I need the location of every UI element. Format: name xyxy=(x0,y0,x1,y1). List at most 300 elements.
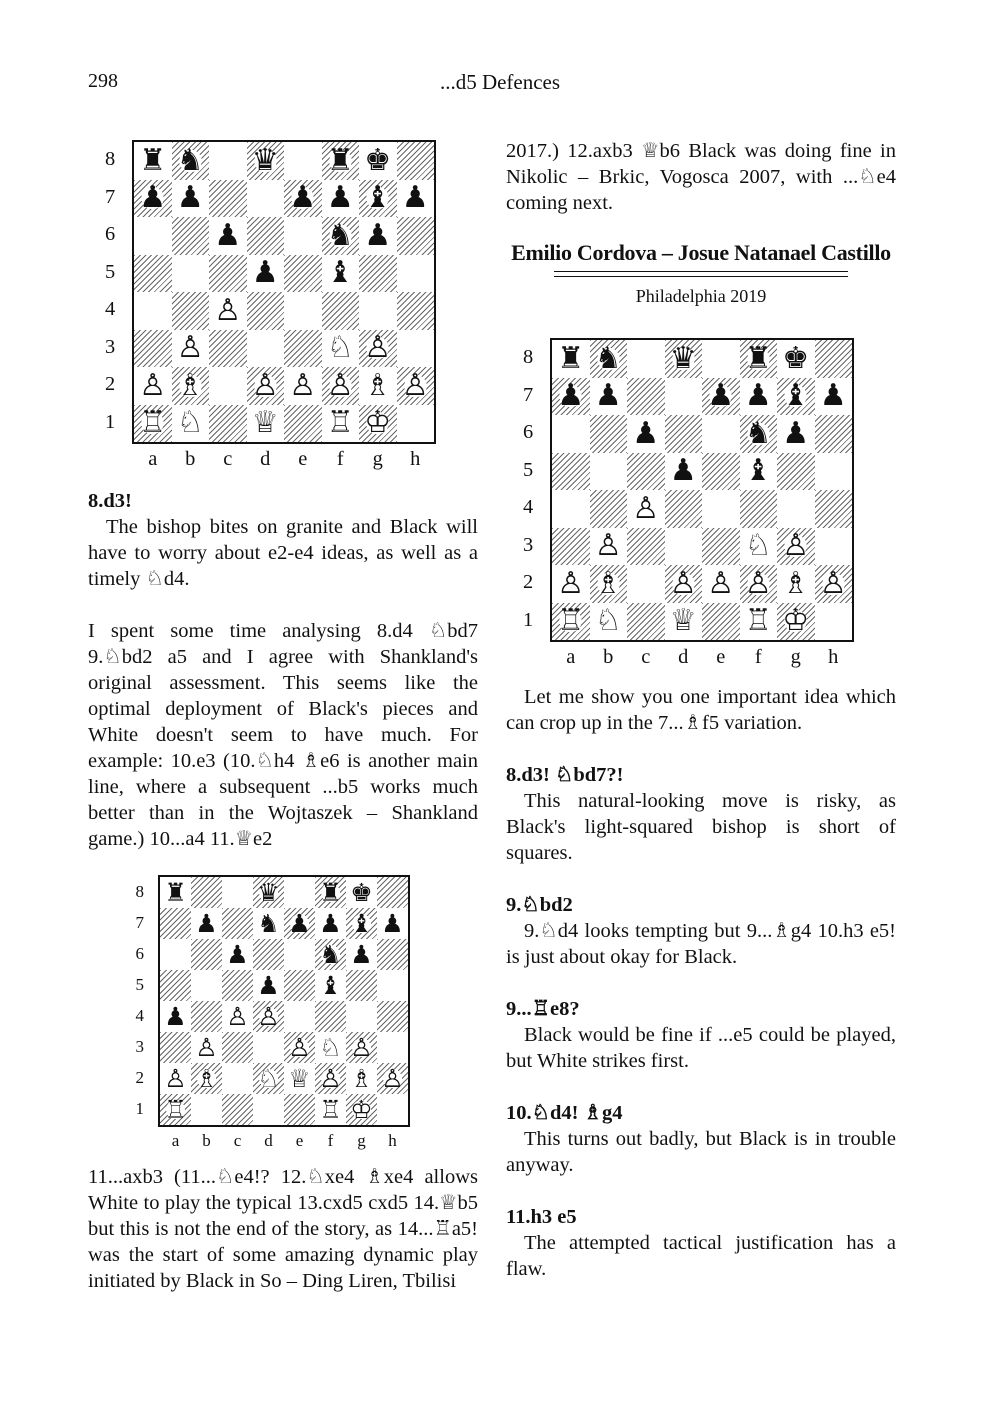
file-label: a xyxy=(171,1131,180,1150)
square-d8 xyxy=(253,877,284,908)
black-rook-icon: ♜ xyxy=(744,340,772,376)
square-b6 xyxy=(590,415,628,453)
square-g8 xyxy=(346,877,377,908)
white-pawn-icon: ♙ xyxy=(669,565,697,601)
square-h5 xyxy=(815,453,853,491)
square-e2 xyxy=(284,1063,315,1094)
square-f8 xyxy=(322,142,360,180)
square-a1 xyxy=(552,603,590,641)
rank-label: 3 xyxy=(135,1037,144,1056)
square-c4 xyxy=(222,1001,253,1032)
square-a1 xyxy=(160,1094,191,1125)
square-e6 xyxy=(284,217,322,255)
white-queen-icon: ♕ xyxy=(288,1064,311,1093)
white-bishop-icon: ♗ xyxy=(782,565,810,601)
black-pawn-icon: ♟ xyxy=(364,217,392,253)
square-c3 xyxy=(209,330,247,368)
black-queen-icon: ♛ xyxy=(669,340,697,376)
square-a4 xyxy=(160,1001,191,1032)
square-g2 xyxy=(359,367,397,405)
square-c6 xyxy=(627,415,665,453)
black-pawn-icon: ♟ xyxy=(257,971,280,1000)
square-g3 xyxy=(346,1032,377,1063)
white-pawn-icon: ♙ xyxy=(139,367,167,403)
black-pawn-icon: ♟ xyxy=(289,180,317,216)
black-knight-icon: ♞ xyxy=(594,340,622,376)
square-d3 xyxy=(253,1032,284,1063)
white-pawn-icon: ♙ xyxy=(195,1033,218,1062)
square-h1 xyxy=(397,405,435,443)
white-knight-icon: ♘ xyxy=(176,405,204,441)
square-g1 xyxy=(359,405,397,443)
white-pawn-icon: ♙ xyxy=(319,1064,342,1093)
square-f1 xyxy=(740,603,778,641)
square-e1 xyxy=(284,405,322,443)
white-pawn-icon: ♙ xyxy=(226,1002,249,1031)
white-rook-icon: ♖ xyxy=(319,1095,342,1124)
square-d6 xyxy=(253,939,284,970)
white-rook-icon: ♖ xyxy=(557,603,585,639)
black-pawn-icon: ♟ xyxy=(557,378,585,414)
rank-label: 7 xyxy=(135,913,144,932)
square-g5 xyxy=(777,453,815,491)
white-pawn-icon: ♙ xyxy=(744,565,772,601)
white-queen-icon: ♕ xyxy=(669,603,697,639)
white-bishop-icon: ♗ xyxy=(350,1064,373,1093)
move-heading: 10.♘d4! ♗g4 xyxy=(506,1102,623,1124)
square-e8 xyxy=(702,340,740,378)
square-a6 xyxy=(160,939,191,970)
square-c7 xyxy=(627,378,665,416)
square-g5 xyxy=(346,970,377,1001)
rank-label: 4 xyxy=(523,496,534,519)
white-rook-icon: ♖ xyxy=(326,405,354,441)
square-g6 xyxy=(346,939,377,970)
square-a5 xyxy=(160,970,191,1001)
rank-label: 3 xyxy=(105,335,116,358)
white-rook-icon: ♖ xyxy=(164,1095,187,1124)
square-h7 xyxy=(377,908,408,939)
rank-label: 5 xyxy=(135,975,144,994)
white-pawn-icon: ♙ xyxy=(782,528,810,564)
black-knight-icon: ♞ xyxy=(257,909,280,938)
square-e8 xyxy=(284,142,322,180)
white-knight-icon: ♘ xyxy=(594,603,622,639)
rank-label: 6 xyxy=(523,421,534,444)
white-knight-icon: ♘ xyxy=(257,1064,280,1093)
square-b8 xyxy=(590,340,628,378)
square-g7 xyxy=(346,908,377,939)
square-d5 xyxy=(665,453,703,491)
square-e3 xyxy=(284,330,322,368)
square-f8 xyxy=(740,340,778,378)
square-a8 xyxy=(160,877,191,908)
square-e3 xyxy=(284,1032,315,1063)
square-f8 xyxy=(315,877,346,908)
black-bishop-icon: ♝ xyxy=(744,453,772,489)
black-king-icon: ♚ xyxy=(364,142,392,178)
paragraph: 11...axb3 (11...♘e4!? 12.♘xe4 ♗xe4 allows White to play the typical 13.cxd5 cxd5 14.♕b5 but this is not the end of the story, as 14...♖a5! was the start of some amazing dynamic play initiated by Black in So – Ding Liren, Tbilisi xyxy=(88,1166,478,1292)
white-pawn-icon: ♙ xyxy=(557,565,585,601)
black-pawn-icon: ♟ xyxy=(214,217,242,253)
white-pawn-icon: ♙ xyxy=(707,565,735,601)
square-f5 xyxy=(740,453,778,491)
square-d4 xyxy=(247,292,285,330)
paragraph: 9.♘d4 looks tempting but 9...♗g4 10.h3 e5! is just about okay for Black. xyxy=(506,920,896,968)
square-b7 xyxy=(191,908,222,939)
file-label: f xyxy=(336,448,344,470)
chess-board xyxy=(132,140,436,444)
square-f7 xyxy=(315,908,346,939)
square-e4 xyxy=(702,490,740,528)
left-text-block-1 xyxy=(88,488,478,852)
square-f6 xyxy=(322,217,360,255)
square-g8 xyxy=(359,142,397,180)
square-b7 xyxy=(172,180,210,218)
square-h8 xyxy=(815,340,853,378)
file-label: a xyxy=(148,448,158,470)
file-label: h xyxy=(410,448,421,470)
file-label: e xyxy=(298,448,308,470)
square-c8 xyxy=(209,142,247,180)
white-king-icon: ♔ xyxy=(364,405,392,441)
square-e2 xyxy=(284,367,322,405)
file-label: e xyxy=(295,1131,304,1150)
square-g7 xyxy=(777,378,815,416)
file-label: d xyxy=(678,646,689,668)
white-pawn-icon: ♙ xyxy=(326,367,354,403)
move-heading: 9.♘bd2 xyxy=(506,894,573,916)
square-g4 xyxy=(777,490,815,528)
square-c2 xyxy=(627,565,665,603)
black-bishop-icon: ♝ xyxy=(782,378,810,414)
square-c5 xyxy=(627,453,665,491)
square-d5 xyxy=(247,255,285,293)
black-pawn-icon: ♟ xyxy=(288,909,311,938)
square-b3 xyxy=(172,330,210,368)
square-b5 xyxy=(590,453,628,491)
paragraph: I spent some time analysing 8.d4 ♘bd7 9.♘bd2 a5 and I agree with Shankland's original assessment. This seems like the optimal deployment of Black's pieces and White doesn't seem to have much. For example: 10.e3 (10.♘h4 ♗e6 is another main line, where a subsequent ...b5 works much better than in the Wojtaszek – Shankland game.) 10...a4 11.♕e2 xyxy=(88,620,478,850)
white-pawn-icon: ♙ xyxy=(257,1002,280,1031)
square-f3 xyxy=(322,330,360,368)
square-h6 xyxy=(815,415,853,453)
rank-label: 7 xyxy=(105,185,116,208)
title-rule xyxy=(554,276,848,277)
square-f3 xyxy=(740,528,778,566)
square-h7 xyxy=(815,378,853,416)
square-g5 xyxy=(359,255,397,293)
square-b4 xyxy=(590,490,628,528)
square-c6 xyxy=(209,217,247,255)
white-knight-icon: ♘ xyxy=(326,330,354,366)
white-king-icon: ♔ xyxy=(350,1095,373,1124)
square-b8 xyxy=(191,877,222,908)
white-bishop-icon: ♗ xyxy=(594,565,622,601)
square-a5 xyxy=(552,453,590,491)
rank-label: 1 xyxy=(105,410,116,433)
square-e3 xyxy=(702,528,740,566)
square-b4 xyxy=(172,292,210,330)
square-d8 xyxy=(665,340,703,378)
square-d1 xyxy=(665,603,703,641)
square-c1 xyxy=(627,603,665,641)
square-f5 xyxy=(322,255,360,293)
square-c5 xyxy=(209,255,247,293)
square-h2 xyxy=(377,1063,408,1094)
square-b2 xyxy=(172,367,210,405)
square-a5 xyxy=(134,255,172,293)
square-e5 xyxy=(284,970,315,1001)
square-a8 xyxy=(552,340,590,378)
rank-label: 5 xyxy=(105,260,116,283)
square-e4 xyxy=(284,1001,315,1032)
black-bishop-icon: ♝ xyxy=(319,971,342,1000)
game-title: Emilio Cordova – Josue Natanael Castillo xyxy=(511,240,891,265)
square-b6 xyxy=(172,217,210,255)
file-label: g xyxy=(357,1131,366,1150)
rank-label: 6 xyxy=(135,944,144,963)
square-d1 xyxy=(247,405,285,443)
square-g3 xyxy=(777,528,815,566)
square-a2 xyxy=(134,367,172,405)
white-pawn-icon: ♙ xyxy=(214,292,242,328)
file-label: f xyxy=(327,1131,334,1150)
square-f6 xyxy=(740,415,778,453)
right-text-block-top xyxy=(506,138,896,216)
square-c6 xyxy=(222,939,253,970)
square-c8 xyxy=(222,877,253,908)
square-h4 xyxy=(397,292,435,330)
square-d4 xyxy=(665,490,703,528)
black-knight-icon: ♞ xyxy=(176,142,204,178)
square-g3 xyxy=(359,330,397,368)
square-g1 xyxy=(777,603,815,641)
square-b4 xyxy=(191,1001,222,1032)
rank-label: 4 xyxy=(135,1006,144,1025)
black-pawn-icon: ♟ xyxy=(744,378,772,414)
black-pawn-icon: ♟ xyxy=(195,909,218,938)
black-rook-icon: ♜ xyxy=(326,142,354,178)
black-queen-icon: ♛ xyxy=(257,878,280,907)
black-pawn-icon: ♟ xyxy=(319,909,342,938)
rank-label: 4 xyxy=(105,298,116,321)
rank-label: 2 xyxy=(105,373,116,396)
square-h3 xyxy=(377,1032,408,1063)
square-g4 xyxy=(346,1001,377,1032)
file-label: d xyxy=(264,1131,273,1150)
black-pawn-icon: ♟ xyxy=(782,415,810,451)
square-a7 xyxy=(134,180,172,218)
square-b1 xyxy=(172,405,210,443)
square-e7 xyxy=(284,908,315,939)
paragraph: The bishop bites on granite and Black will have to worry about e2-e4 ideas, as well as a timely ♘d4. xyxy=(88,516,478,590)
square-h8 xyxy=(377,877,408,908)
square-a4 xyxy=(134,292,172,330)
square-b3 xyxy=(590,528,628,566)
black-king-icon: ♚ xyxy=(350,878,373,907)
black-rook-icon: ♜ xyxy=(139,142,167,178)
square-e6 xyxy=(702,415,740,453)
white-pawn-icon: ♙ xyxy=(594,528,622,564)
square-a2 xyxy=(160,1063,191,1094)
white-pawn-icon: ♙ xyxy=(632,490,660,526)
square-c4 xyxy=(209,292,247,330)
square-d2 xyxy=(253,1063,284,1094)
white-rook-icon: ♖ xyxy=(139,405,167,441)
chess-board xyxy=(550,338,854,642)
square-a7 xyxy=(552,378,590,416)
rank-label: 2 xyxy=(523,571,534,594)
paragraph: This natural-looking move is risky, as Black's light-squared bishop is short of squares. xyxy=(506,790,896,864)
square-a3 xyxy=(552,528,590,566)
square-a6 xyxy=(134,217,172,255)
square-h1 xyxy=(377,1094,408,1125)
square-h5 xyxy=(397,255,435,293)
file-label: g xyxy=(372,448,383,470)
square-g2 xyxy=(346,1063,377,1094)
square-g1 xyxy=(346,1094,377,1125)
square-a7 xyxy=(160,908,191,939)
square-h6 xyxy=(397,217,435,255)
square-h2 xyxy=(397,367,435,405)
square-e7 xyxy=(702,378,740,416)
square-f1 xyxy=(322,405,360,443)
square-e4 xyxy=(284,292,322,330)
square-f4 xyxy=(322,292,360,330)
black-rook-icon: ♜ xyxy=(557,340,585,376)
black-queen-icon: ♛ xyxy=(251,142,279,178)
square-e5 xyxy=(284,255,322,293)
square-b2 xyxy=(590,565,628,603)
paragraph: This turns out badly, but Black is in trouble anyway. xyxy=(506,1128,896,1176)
black-rook-icon: ♜ xyxy=(164,878,187,907)
black-pawn-icon: ♟ xyxy=(401,180,429,216)
file-label: e xyxy=(716,646,726,668)
black-pawn-icon: ♟ xyxy=(669,453,697,489)
file-label: a xyxy=(566,646,576,668)
square-h3 xyxy=(397,330,435,368)
rank-label: 8 xyxy=(523,346,534,369)
black-pawn-icon: ♟ xyxy=(707,378,735,414)
square-d8 xyxy=(247,142,285,180)
square-c3 xyxy=(222,1032,253,1063)
square-e6 xyxy=(284,939,315,970)
square-h4 xyxy=(377,1001,408,1032)
square-e2 xyxy=(702,565,740,603)
black-pawn-icon: ♟ xyxy=(226,940,249,969)
file-label: b xyxy=(185,448,196,470)
square-b7 xyxy=(590,378,628,416)
black-bishop-icon: ♝ xyxy=(364,180,392,216)
square-h4 xyxy=(815,490,853,528)
white-bishop-icon: ♗ xyxy=(195,1064,218,1093)
square-h2 xyxy=(815,565,853,603)
square-g7 xyxy=(359,180,397,218)
black-king-icon: ♚ xyxy=(782,340,810,376)
square-g6 xyxy=(777,415,815,453)
square-a6 xyxy=(552,415,590,453)
square-h3 xyxy=(815,528,853,566)
black-pawn-icon: ♟ xyxy=(164,1002,187,1031)
white-pawn-icon: ♙ xyxy=(176,330,204,366)
square-e1 xyxy=(284,1094,315,1125)
square-h5 xyxy=(377,970,408,1001)
white-knight-icon: ♘ xyxy=(744,528,772,564)
white-queen-icon: ♕ xyxy=(251,405,279,441)
black-pawn-icon: ♟ xyxy=(251,255,279,291)
rank-label: 6 xyxy=(105,223,116,246)
title-rule xyxy=(554,271,848,272)
square-b8 xyxy=(172,142,210,180)
white-pawn-icon: ♙ xyxy=(819,565,847,601)
white-pawn-icon: ♙ xyxy=(289,367,317,403)
white-pawn-icon: ♙ xyxy=(401,367,429,403)
square-g4 xyxy=(359,292,397,330)
white-pawn-icon: ♙ xyxy=(288,1033,311,1062)
square-b5 xyxy=(191,970,222,1001)
square-c1 xyxy=(222,1094,253,1125)
square-h8 xyxy=(397,142,435,180)
square-b6 xyxy=(191,939,222,970)
file-label: h xyxy=(828,646,839,668)
square-d6 xyxy=(665,415,703,453)
move-heading: 8.d3! xyxy=(88,490,132,512)
chess-board xyxy=(158,875,410,1127)
file-label: h xyxy=(388,1131,397,1150)
square-a8 xyxy=(134,142,172,180)
square-c8 xyxy=(627,340,665,378)
rank-label: 5 xyxy=(523,458,534,481)
square-f5 xyxy=(315,970,346,1001)
square-d3 xyxy=(665,528,703,566)
square-f2 xyxy=(740,565,778,603)
black-knight-icon: ♞ xyxy=(319,940,342,969)
square-d2 xyxy=(247,367,285,405)
page-number: 298 xyxy=(88,70,118,92)
square-c3 xyxy=(627,528,665,566)
square-d1 xyxy=(253,1094,284,1125)
square-g8 xyxy=(777,340,815,378)
square-a2 xyxy=(552,565,590,603)
move-heading: 11.h3 e5 xyxy=(506,1206,577,1228)
black-pawn-icon: ♟ xyxy=(381,909,404,938)
black-pawn-icon: ♟ xyxy=(819,378,847,414)
rank-label: 1 xyxy=(523,608,534,631)
white-pawn-icon: ♙ xyxy=(364,330,392,366)
left-text-block-2 xyxy=(88,1164,478,1294)
white-pawn-icon: ♙ xyxy=(164,1064,187,1093)
square-f7 xyxy=(740,378,778,416)
square-e5 xyxy=(702,453,740,491)
square-d2 xyxy=(665,565,703,603)
white-knight-icon: ♘ xyxy=(319,1033,342,1062)
square-c5 xyxy=(222,970,253,1001)
square-c4 xyxy=(627,490,665,528)
black-pawn-icon: ♟ xyxy=(594,378,622,414)
rank-label: 3 xyxy=(523,533,534,556)
square-f4 xyxy=(740,490,778,528)
running-head: ...d5 Defences xyxy=(439,70,561,94)
paragraph: 2017.) 12.axb3 ♕b6 Black was doing fine in Nikolic – Brkic, Vogosca 2007, with ...♘e4 coming next. xyxy=(506,140,896,214)
square-h1 xyxy=(815,603,853,641)
white-bishop-icon: ♗ xyxy=(364,367,392,403)
black-knight-icon: ♞ xyxy=(744,415,772,451)
black-pawn-icon: ♟ xyxy=(632,415,660,451)
square-a3 xyxy=(160,1032,191,1063)
square-a4 xyxy=(552,490,590,528)
square-c7 xyxy=(209,180,247,218)
rank-label: 1 xyxy=(135,1099,144,1118)
